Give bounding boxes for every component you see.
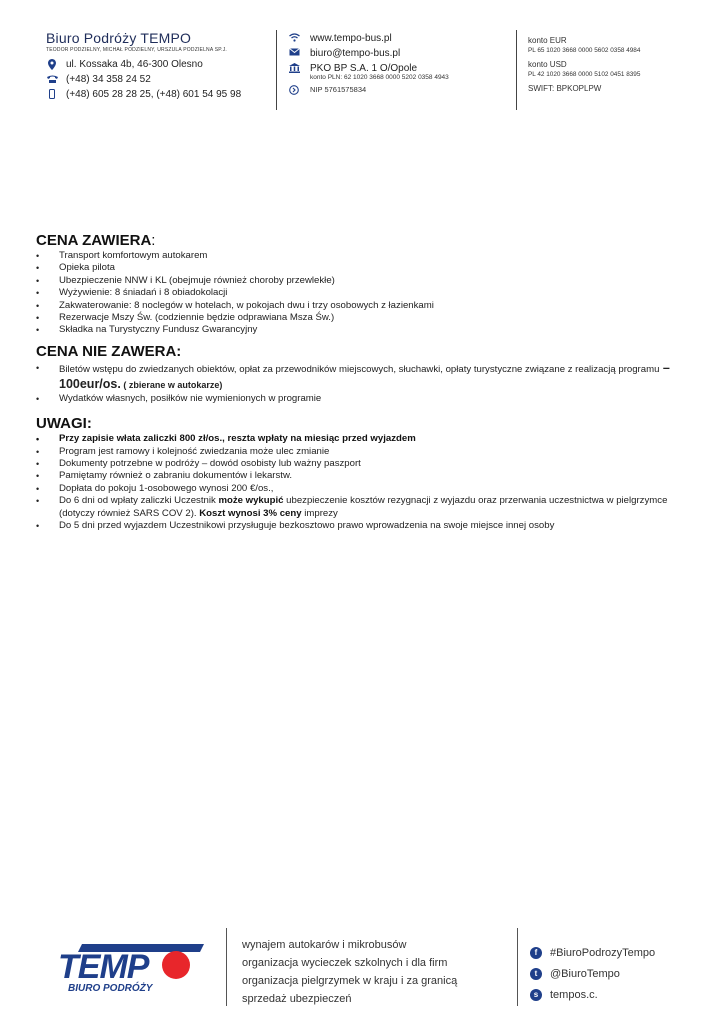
list-item: • Wydatków własnych, posiłków nie wymienionych w programie [36,393,686,405]
notes-list [36,433,686,532]
list-item: • Dokumenty potrzebne w podróży – dowód osobisty lub ważny paszport [36,458,686,470]
tempo-logo [54,938,214,996]
company-address: ul. Kossaka 4b, 46-300 Olesno [66,58,203,70]
header-divider [516,30,517,110]
service-line: organizacja pielgrzymek w kraju i za granicą [242,975,458,987]
header-divider [276,30,277,110]
mobile-phone-icon [46,89,58,99]
twitter-link[interactable]: @BiuroTempo [550,967,620,980]
email-link[interactable]: biuro@tempo-bus.pl [310,48,401,59]
social-links [530,942,655,1005]
notes-heading: UWAGI: [36,415,92,433]
usd-account: PL 42 1020 3668 0000 5102 0451 8395 [528,71,641,78]
usd-label: konto USD [528,60,567,69]
list-item: • Składka na Turystyczny Fundusz Gwarancyjny [36,324,686,336]
price-excluded-fees: 100eur/os. [59,376,121,391]
services-list [242,936,457,1008]
phone-icon [46,75,58,83]
list-item: • Przy zapisie włata zaliczki 800 zł/os., reszta wpłaty na miesiąc przed wyjazdem [36,433,686,445]
list-item: • Do 6 dni od wpłaty zaliczki Uczestnik może wykupić ubezpieczenie kosztów rezygnacji z wyjazdu oraz przerwania uczestnictwa w pielgrzymce (dotyczy również SARS COV 2). Koszt wynosi 3% ceny imprezy [36,495,686,520]
company-mobile[interactable]: (+48) 605 28 28 25, (+48) 601 54 95 98 [66,88,242,100]
eur-account: PL 65 1020 3668 0000 5602 0358 4984 [528,47,641,54]
list-item: • Wyżywienie: 8 śniadań i 8 obiadokolacji [36,287,686,299]
list-item: • Dopłata do pokoju 1-osobowego wynosi 200 €/os., [36,483,686,495]
company-name: Biuro Podróży TEMPO [46,30,192,46]
excludes-heading: CENA NIE ZAWERA: [36,342,182,360]
list-item: • Program jest ramowy i kolejność zwiedzania może ulec zmianie [36,446,686,458]
contact-info [288,33,512,99]
service-line: sprzedaż ubezpieczeń [242,993,352,1005]
bank-accounts [528,36,718,94]
bank-name: PKO BP S.A. 1 O/Opole [310,63,418,74]
footer-divider [517,928,518,1006]
footer-divider [226,928,227,1006]
list-item: • Do 5 dni przed wyjazdem Uczestnikowi przysługuje bezkosztowo prawo wprowadzenia na swoje miejsce innej osoby [36,520,686,532]
website-link[interactable]: www.tempo-bus.pl [310,33,392,44]
service-line: wynajem autokarów i mikrobusów [242,939,407,951]
wifi-icon [288,33,300,42]
company-partners: TEODOR PODZIELNY, MICHAŁ PODZIELNY, URSZULA PODZIELNA SP.J. [46,47,228,53]
svg-text:BIURO PODRÓŻY: BIURO PODRÓŻY [68,983,153,994]
company-info [46,30,274,100]
skype-link[interactable]: tempos.c. [550,988,598,1001]
letterhead [0,0,724,120]
twitter-icon: t [530,968,542,980]
list-item: • Opieka pilota [36,262,686,274]
includes-heading: CENA ZAWIERA: [36,232,156,249]
list-item: • Biletów wstępu do zwiedzanych obiektów, opłat za przewodników miejscowych, słuchawki, opłaty turystyczne związane z realizacją programu – 100eur/os. ( zbierane w autokarze) [36,361,686,393]
excludes-list [36,361,686,405]
list-item: • Ubezpieczenie NNW i KL (obejmuje również choroby przewlekłe) [36,275,686,287]
location-pin-icon [46,59,58,70]
skype-icon: s [530,989,542,1001]
nip-number: NIP 5761575834 [310,85,367,94]
svg-text:TEMP: TEMP [58,948,149,986]
facebook-icon: f [530,947,542,959]
eur-label: konto EUR [528,36,567,45]
list-item: • Zakwaterowanie: 8 noclegów w hotelach, w pokojach dwu i trzy osobowych z łazienkami [36,300,686,312]
list-item: • Transport komfortowym autokarem [36,250,686,262]
tax-id-icon [288,85,300,95]
envelope-icon [288,48,300,56]
offer-details [36,232,686,533]
service-line: organizacja wycieczek szkolnych i dla firm [242,957,448,969]
company-phone[interactable]: (+48) 34 358 24 52 [66,73,151,85]
facebook-link[interactable]: #BiuroPodrozyTempo [550,946,656,959]
includes-list [36,250,686,337]
account-pln: konto PLN: 62 1020 3668 0000 5202 0358 4943 [310,74,449,81]
swift-code: SWIFT: BPKOPLPW [528,84,602,93]
bank-icon [288,63,300,73]
list-item: • Pamiętamy również o zabraniu dokumentów i lekarstw. [36,470,686,482]
list-item: • Rezerwacje Mszy Św. (codziennie będzie odprawiana Msza Św.) [36,312,686,324]
